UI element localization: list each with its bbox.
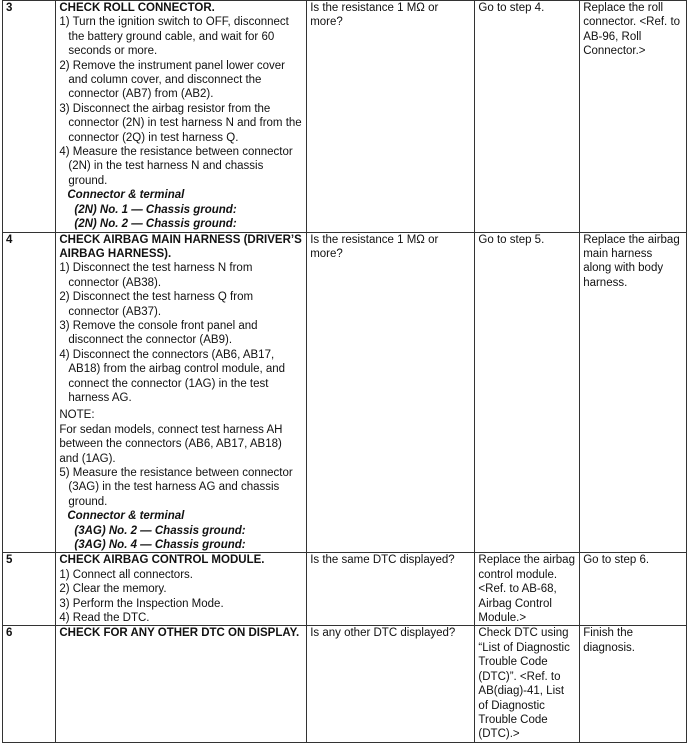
no-action: Replace the roll connector. <Ref. to AB-96, Roll Connector.> xyxy=(580,1,687,233)
diagnostic-procedure-table xyxy=(2,0,687,743)
procedure-item: 1) Connect all connectors. xyxy=(59,568,193,581)
check-title: CHECK AIRBAG MAIN HARNESS (DRIVER’S AIRBAG HARNESS). xyxy=(59,233,302,260)
check-question: Is the resistance 1 MΩ or more? xyxy=(307,1,475,233)
check-title: CHECK ROLL CONNECTOR. xyxy=(59,2,215,14)
check-cell xyxy=(56,232,307,553)
procedure-item: 4) Measure the resistance between connector (2N) in the test harness N and chassis ground. xyxy=(59,146,293,187)
check-cell xyxy=(56,1,307,233)
check-cell xyxy=(56,553,307,626)
procedure-item: 2) Clear the memory. xyxy=(59,583,167,596)
terminal-pair: (2N) No. 1 — Chassis ground: xyxy=(74,203,237,216)
procedure-item: 1) Disconnect the test harness N from connector (AB38). xyxy=(59,262,253,289)
procedure-item: 1) Turn the ignition switch to OFF, disconnect the battery ground cable, and wait for 60 seconds or more. xyxy=(59,16,289,58)
no-action: Go to step 6. xyxy=(580,553,687,626)
procedure-item: 3) Perform the Inspection Mode. xyxy=(59,597,224,610)
step-number: 4 xyxy=(3,232,56,553)
procedure-item: 2) Disconnect the test harness Q from connector (AB37). xyxy=(59,291,254,318)
procedure-item: 3) Disconnect the airbag resistor from the connector (2N) in test harness N and from the connector (2Q) in test harness Q. xyxy=(59,102,302,144)
check-question: Is the same DTC displayed? xyxy=(307,553,475,626)
yes-action: Replace the airbag control module. <Ref. to AB-68, Airbag Control Module.> xyxy=(475,553,580,626)
check-question: Is any other DTC displayed? xyxy=(307,626,475,742)
check-cell xyxy=(56,626,307,742)
connector-heading: Connector & terminal xyxy=(67,189,185,202)
procedure-item: 5) Measure the resistance between connector (3AG) in the test harness AG and chassis ground. xyxy=(59,467,293,508)
no-action: Replace the airbag main harness along with body harness. xyxy=(580,232,687,553)
table-row xyxy=(3,626,687,742)
terminal-pair: (3AG) No. 4 — Chassis ground: xyxy=(74,539,246,552)
note-label: NOTE: xyxy=(59,409,95,422)
yes-action: Go to step 4. xyxy=(475,1,580,233)
terminal-pair: (2N) No. 2 — Chassis ground: xyxy=(74,218,237,231)
check-question: Is the resistance 1 MΩ or more? xyxy=(307,232,475,553)
procedure-item: 4) Read the DTC. xyxy=(59,612,150,625)
step-number: 5 xyxy=(3,553,56,626)
table-row xyxy=(3,553,687,626)
procedure-item: 4) Disconnect the connectors (AB6, AB17, AB18) from the airbag control module, and connect the connector (1AG) in the test harness AG. xyxy=(59,348,286,404)
check-title: CHECK FOR ANY OTHER DTC ON DISPLAY. xyxy=(59,627,300,640)
terminal-pair: (3AG) No. 2 — Chassis ground: xyxy=(74,524,246,537)
yes-action: Check DTC using “List of Diagnostic Trouble Code (DTC)”. <Ref. to AB(diag)-41, List of Diagnostic Trouble Code (DTC).> xyxy=(475,626,580,742)
connector-heading: Connector & terminal xyxy=(67,510,185,523)
step-number: 6 xyxy=(3,626,56,742)
procedure-item: 2) Remove the instrument panel lower cover and column cover, and disconnect the connector (AB7) from (AB2). xyxy=(59,59,286,101)
table-row xyxy=(3,232,687,553)
step-number: 3 xyxy=(3,1,56,233)
check-title: CHECK AIRBAG CONTROL MODULE. xyxy=(59,554,265,567)
procedure-item: 3) Remove the console front panel and disconnect the connector (AB9). xyxy=(59,319,258,347)
table-row xyxy=(3,1,687,233)
yes-action: Go to step 5. xyxy=(475,232,580,553)
no-action: Finish the diagnosis. xyxy=(580,626,687,742)
note-text: For sedan models, connect test harness AH between the connectors (AB6, AB17, AB18) and (1AG). xyxy=(59,423,283,465)
